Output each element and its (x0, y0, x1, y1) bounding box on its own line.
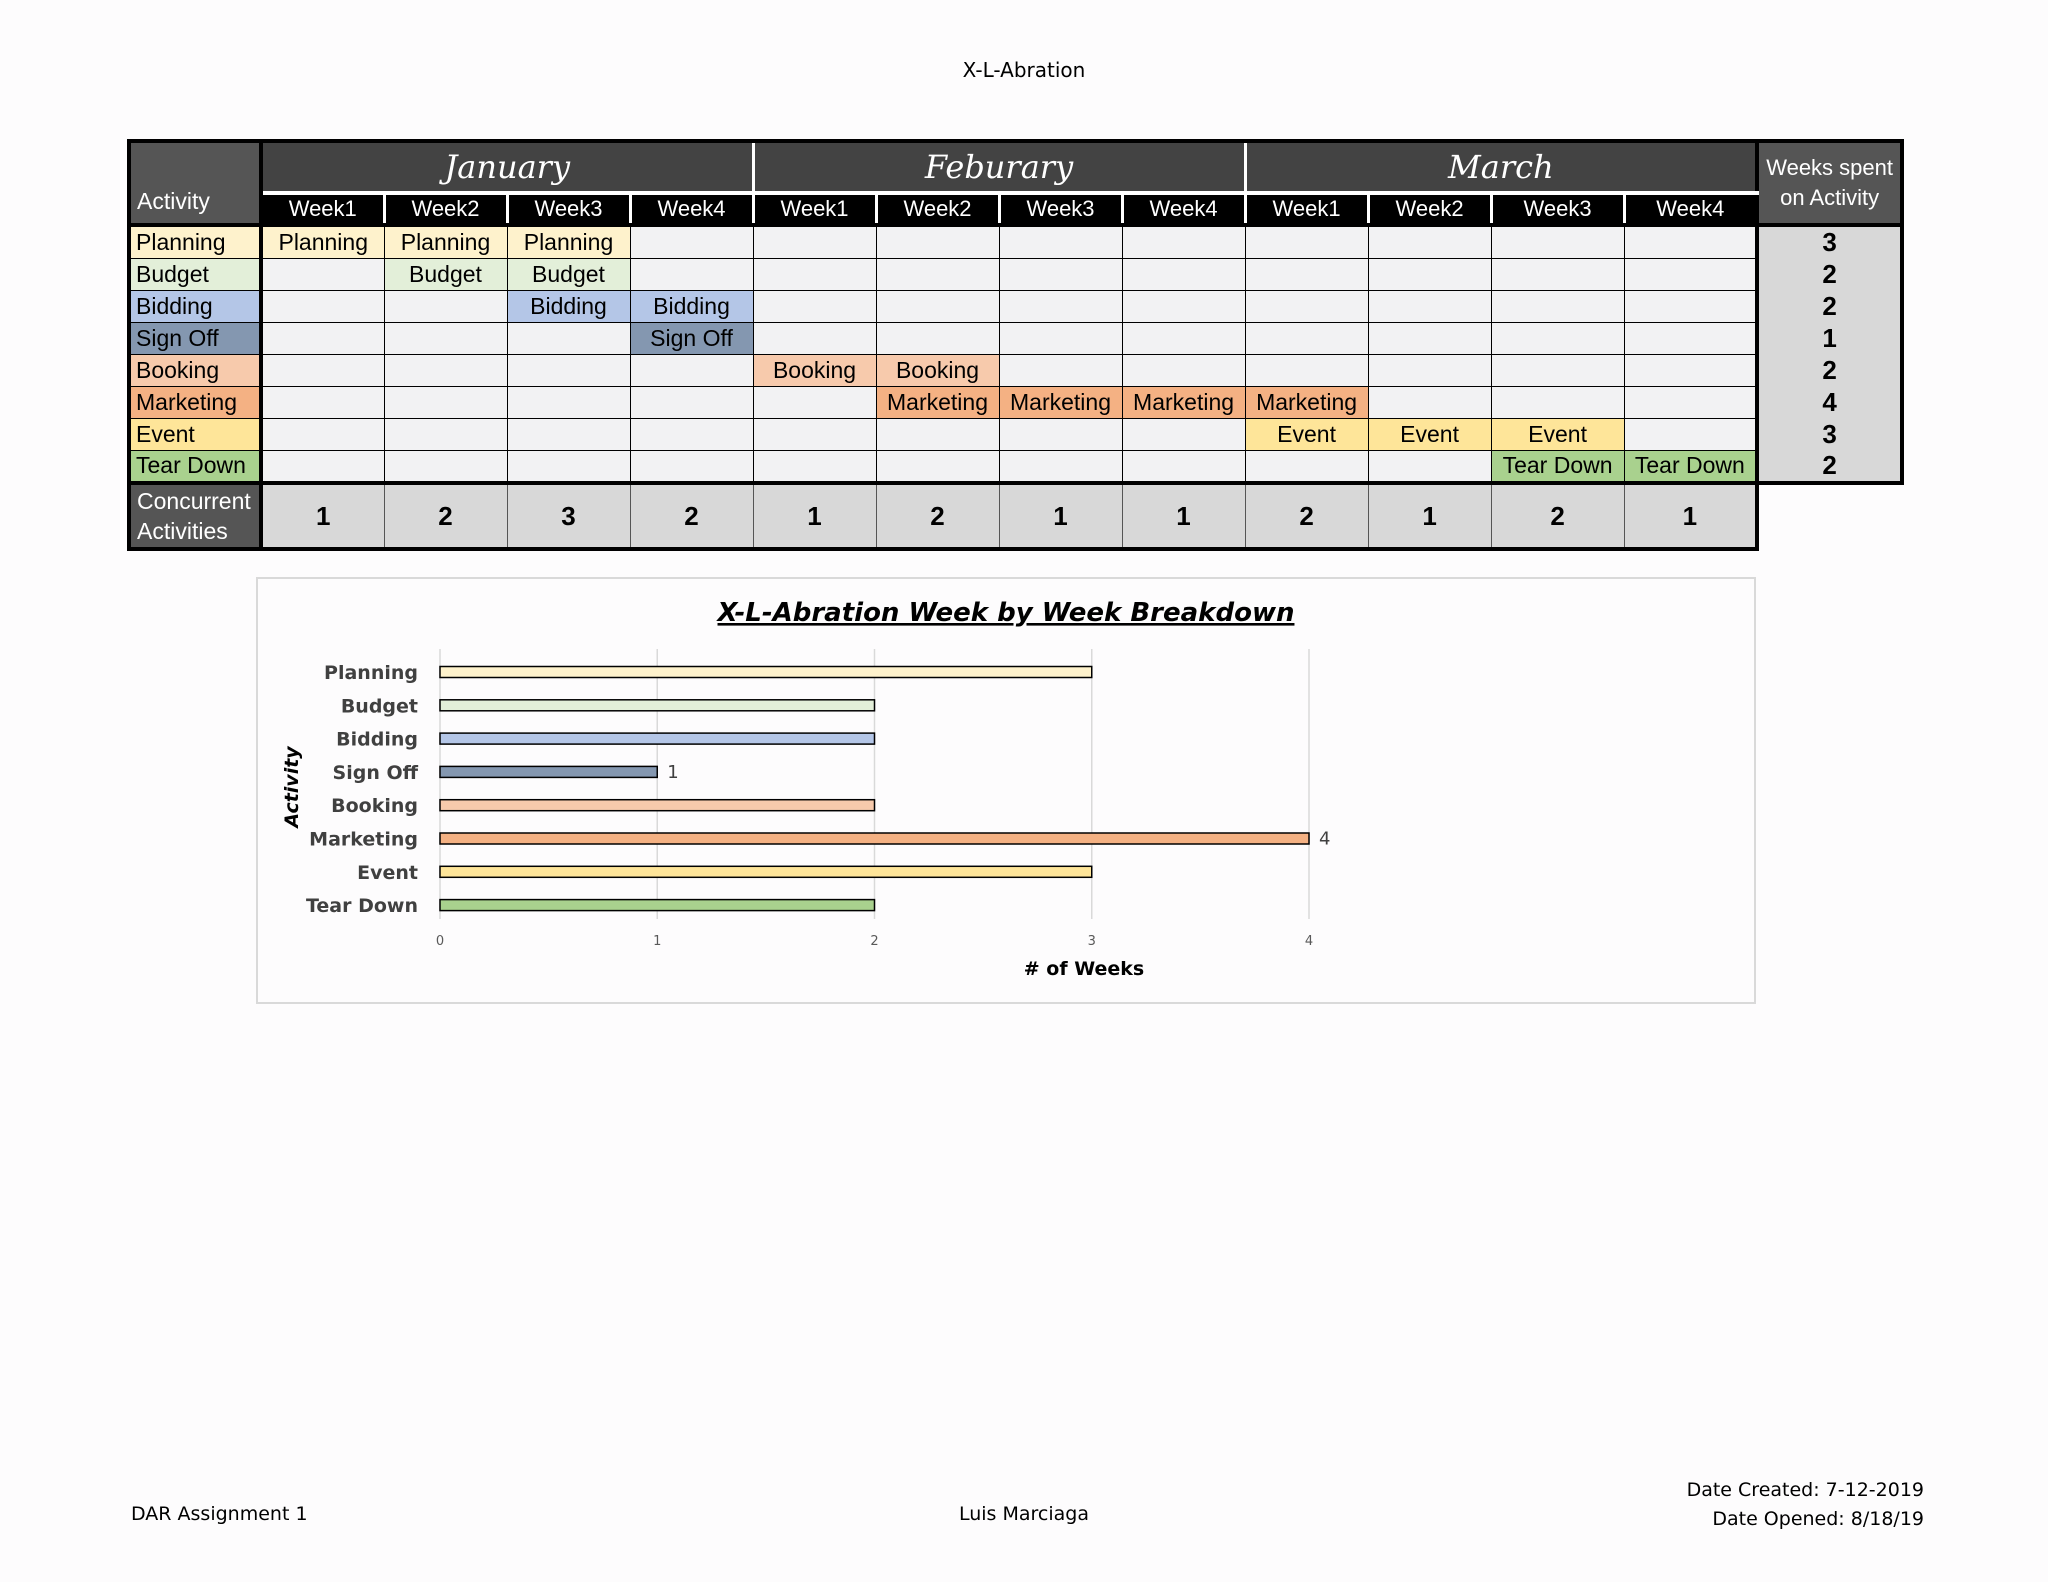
concurrent-value: 1 (753, 483, 876, 549)
footer-author: Luis Marciaga (958, 1503, 1089, 1525)
x-tick-label: 0 (435, 934, 445, 949)
schedule-cell (507, 450, 630, 483)
concurrent-value: 1 (261, 483, 384, 549)
bar-event (440, 866, 1092, 877)
activity-row (129, 290, 1902, 322)
schedule-cell (1368, 450, 1491, 483)
bar-booking (440, 800, 875, 811)
schedule-cell (1122, 354, 1245, 386)
schedule-cell: Event (1368, 418, 1491, 450)
schedule-cell (1122, 258, 1245, 290)
concurrent-value: 1 (999, 483, 1122, 549)
schedule-cell (630, 386, 753, 418)
activity-row (129, 258, 1902, 290)
schedule-cell: Budget (507, 258, 630, 290)
concurrent-value: 2 (1245, 483, 1368, 549)
category-labels (306, 662, 419, 917)
date-opened: Date Opened: 8/18/19 (1712, 1508, 1924, 1530)
schedule-cell (1491, 258, 1624, 290)
gantt-table (127, 139, 1904, 551)
page-title: X-L-Abration (962, 58, 1086, 82)
schedule-cell (876, 225, 999, 258)
schedule-cell (261, 258, 384, 290)
month-header-feburary: Feburary (753, 141, 1245, 193)
activity-label: Booking (129, 354, 261, 386)
activity-label: Tear Down (129, 450, 261, 483)
bars (440, 667, 1330, 911)
category-label: Tear Down (305, 895, 418, 918)
schedule-cell (261, 354, 384, 386)
bar-marketing (440, 833, 1309, 844)
activity-label: Event (129, 418, 261, 450)
weeks-spent-value: 2 (1757, 450, 1902, 483)
weeks-spent-value: 4 (1757, 386, 1902, 418)
weeks-spent-value: 1 (1757, 322, 1902, 354)
activity-label: Budget (129, 258, 261, 290)
week-header: Week1 (753, 193, 876, 225)
schedule-cell (999, 354, 1122, 386)
schedule-cell (876, 450, 999, 483)
schedule-cell (507, 322, 630, 354)
week-header: Week4 (1624, 193, 1757, 225)
schedule-cell (507, 386, 630, 418)
weeks-spent-value: 2 (1757, 290, 1902, 322)
week-header: Week3 (1491, 193, 1624, 225)
schedule-cell (384, 450, 507, 483)
activity-row (129, 322, 1902, 354)
schedule-cell (384, 354, 507, 386)
concurrent-value: 2 (630, 483, 753, 549)
category-label: Planning (324, 662, 418, 684)
schedule-cell (384, 322, 507, 354)
schedule-cell (753, 322, 876, 354)
data-label: 1 (667, 761, 679, 783)
activity-row (129, 418, 1902, 450)
schedule-cell (1491, 354, 1624, 386)
schedule-cell (753, 418, 876, 450)
schedule-cell: Bidding (630, 290, 753, 322)
schedule-cell (507, 354, 630, 386)
activity-label: Sign Off (129, 322, 261, 354)
schedule-cell (1122, 322, 1245, 354)
schedule-cell (1368, 258, 1491, 290)
x-tick-label: 1 (653, 934, 662, 949)
activity-row (129, 225, 1902, 258)
bar-tear-down (440, 900, 875, 911)
grid-lines (440, 649, 1309, 919)
schedule-cell (1122, 418, 1245, 450)
schedule-cell (1368, 386, 1491, 418)
activity-row (129, 450, 1902, 483)
category-label: Marketing (309, 828, 418, 851)
concurrent-label: Concurrent Activities (129, 483, 261, 549)
concurrent-row (129, 483, 1902, 549)
chart-frame (256, 577, 1756, 1004)
schedule-cell (999, 258, 1122, 290)
schedule-cell (1624, 418, 1757, 450)
schedule-cell: Tear Down (1491, 450, 1624, 483)
schedule-cell (876, 418, 999, 450)
month-header-january: January (261, 141, 753, 193)
schedule-cell (261, 418, 384, 450)
footer-assignment: DAR Assignment 1 (131, 1503, 308, 1525)
activity-header: Activity (129, 141, 261, 225)
schedule-cell (999, 418, 1122, 450)
schedule-cell (1245, 354, 1368, 386)
category-label: Sign Off (332, 761, 418, 784)
bar-bidding (440, 733, 875, 744)
schedule-cell (384, 386, 507, 418)
schedule-cell: Bidding (507, 290, 630, 322)
schedule-cell (753, 225, 876, 258)
concurrent-value: 3 (507, 483, 630, 549)
concurrent-value: 2 (384, 483, 507, 549)
bar-budget (440, 700, 875, 711)
week-header: Week2 (384, 193, 507, 225)
schedule-cell (1624, 225, 1757, 258)
weeks-spent-value: 3 (1757, 418, 1902, 450)
schedule-cell (384, 418, 507, 450)
date-created: Date Created: 7-12-2019 (1686, 1479, 1924, 1501)
schedule-cell: Marketing (1245, 386, 1368, 418)
week-header: Week1 (261, 193, 384, 225)
schedule-cell (1624, 322, 1757, 354)
activity-row (129, 354, 1902, 386)
weeks-spent-header: Weeks spent on Activity (1757, 141, 1902, 225)
schedule-cell: Tear Down (1624, 450, 1757, 483)
schedule-cell (261, 386, 384, 418)
week-header: Week4 (1122, 193, 1245, 225)
schedule-cell (1624, 258, 1757, 290)
concurrent-value: 1 (1624, 483, 1757, 549)
schedule-cell: Sign Off (630, 322, 753, 354)
schedule-cell (1368, 225, 1491, 258)
schedule-cell (384, 290, 507, 322)
weeks-spent-value: 3 (1757, 225, 1902, 258)
schedule-cell (1491, 386, 1624, 418)
schedule-cell (1368, 322, 1491, 354)
schedule-cell: Budget (384, 258, 507, 290)
x-axis-title: # of Weeks (1023, 958, 1145, 980)
concurrent-value: 1 (1122, 483, 1245, 549)
blank-cell (1757, 483, 1902, 549)
schedule-cell (1245, 450, 1368, 483)
schedule-cell (876, 322, 999, 354)
schedule-cell (1491, 225, 1624, 258)
schedule-cell (630, 354, 753, 386)
week-header: Week3 (999, 193, 1122, 225)
schedule-cell: Marketing (876, 386, 999, 418)
weeks-spent-value: 2 (1757, 354, 1902, 386)
schedule-cell (753, 450, 876, 483)
bar-sign-off (440, 766, 657, 777)
chart-title: X-L-Abration Week by Week Breakdown (717, 598, 1295, 628)
bar-chart (258, 579, 1754, 1002)
week-header: Week2 (876, 193, 999, 225)
schedule-cell (261, 322, 384, 354)
schedule-cell: Planning (507, 225, 630, 258)
category-label: Booking (331, 795, 418, 818)
schedule-cell: Booking (753, 354, 876, 386)
concurrent-value: 2 (1491, 483, 1624, 549)
category-label: Budget (340, 695, 418, 718)
activity-label: Marketing (129, 386, 261, 418)
schedule-cell (261, 450, 384, 483)
schedule-cell (1491, 290, 1624, 322)
schedule-cell (1122, 290, 1245, 322)
concurrent-value: 1 (1368, 483, 1491, 549)
schedule-cell (1624, 290, 1757, 322)
concurrent-value: 2 (876, 483, 999, 549)
schedule-cell: Planning (261, 225, 384, 258)
x-tick-labels (436, 934, 1313, 949)
category-label: Bidding (336, 728, 418, 751)
schedule-cell (876, 290, 999, 322)
schedule-cell (753, 258, 876, 290)
schedule-cell (1245, 290, 1368, 322)
data-label: 4 (1319, 828, 1331, 850)
schedule-cell (1122, 225, 1245, 258)
schedule-cell (1368, 354, 1491, 386)
schedule-cell (1245, 225, 1368, 258)
schedule-cell (630, 418, 753, 450)
x-tick-label: 3 (1087, 934, 1096, 949)
schedule-cell (753, 386, 876, 418)
schedule-cell (630, 450, 753, 483)
schedule-cell (999, 225, 1122, 258)
schedule-cell (999, 322, 1122, 354)
week-header: Week1 (1245, 193, 1368, 225)
schedule-cell (630, 258, 753, 290)
schedule-cell: Booking (876, 354, 999, 386)
activity-row (129, 386, 1902, 418)
schedule-cell: Planning (384, 225, 507, 258)
activity-label: Bidding (129, 290, 261, 322)
week-header: Week2 (1368, 193, 1491, 225)
schedule-cell: Marketing (999, 386, 1122, 418)
schedule-cell (999, 450, 1122, 483)
schedule-cell (630, 225, 753, 258)
x-tick-label: 4 (1304, 934, 1314, 949)
schedule-cell (1245, 322, 1368, 354)
weeks-spent-value: 2 (1757, 258, 1902, 290)
category-label: Event (357, 861, 418, 884)
footer-dates (1687, 1476, 1924, 1534)
activity-label: Planning (129, 225, 261, 258)
schedule-cell (1245, 258, 1368, 290)
schedule-cell (999, 290, 1122, 322)
schedule-cell (753, 290, 876, 322)
schedule-cell (1122, 450, 1245, 483)
schedule-cell (1624, 354, 1757, 386)
schedule-cell: Event (1245, 418, 1368, 450)
schedule-cell: Event (1491, 418, 1624, 450)
x-tick-label: 2 (870, 934, 879, 949)
schedule-cell (1491, 322, 1624, 354)
week-header: Week4 (630, 193, 753, 225)
bar-planning (440, 667, 1092, 678)
schedule-cell (1624, 386, 1757, 418)
week-header: Week3 (507, 193, 630, 225)
schedule-cell: Marketing (1122, 386, 1245, 418)
schedule-cell (876, 258, 999, 290)
y-axis-title: Activity (281, 746, 303, 828)
schedule-cell (507, 418, 630, 450)
schedule-cell (261, 290, 384, 322)
schedule-cell (1368, 290, 1491, 322)
month-header-march: March (1245, 141, 1757, 193)
